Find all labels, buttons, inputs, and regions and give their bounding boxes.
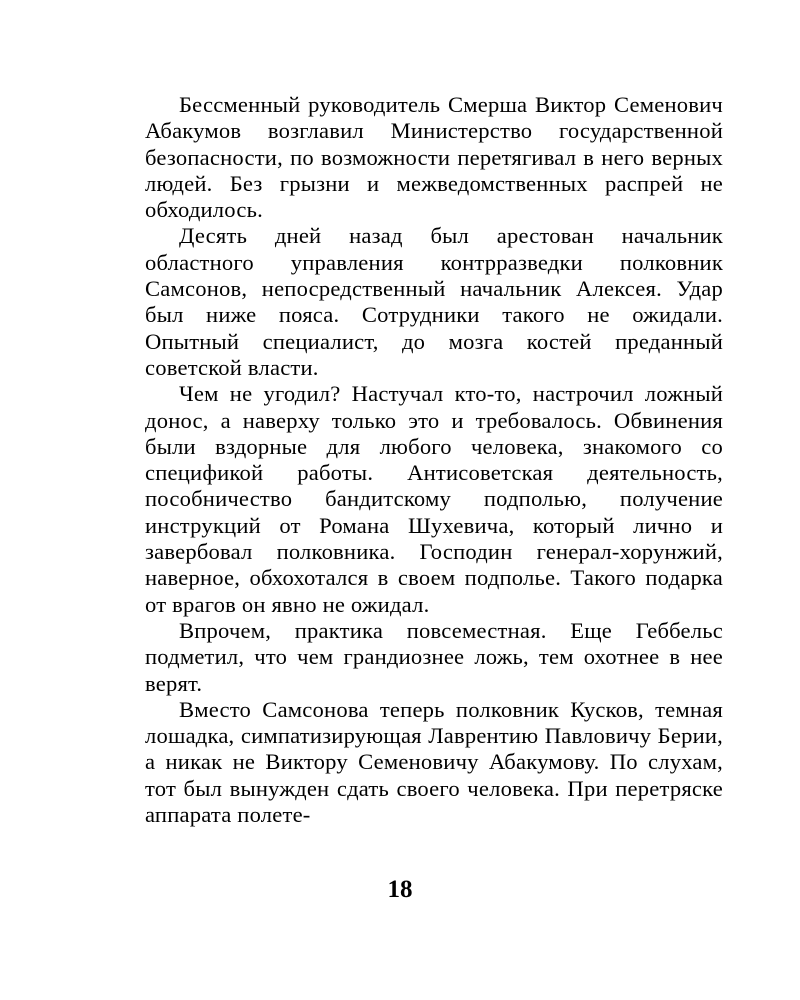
paragraph-1: Бессменный руководитель Смерша Виктор Семенович Абакумов возглавил Министерство государственной безопасности, по возможности перетягивал в него верных людей. Без грызни и межведомственных распрей не обходилось. — [145, 92, 723, 223]
paragraph-3: Чем не угодил? Настучал кто-то, настрочил ложный донос, а наверху только это и требовалось. Обвинения были вздорные для любого человека, знакомого со спецификой работы. Антисоветская деятельность, пособничество бандитскому подполью, получение инструкций от Романа Шухевича, который лично и завербовал полковника. Господин генерал-хорунжий, наверное, обхохотался в своем подполье. Такого подарка от врагов он явно не ожидал. — [145, 381, 723, 617]
paragraph-4: Впрочем, практика повсеместная. Еще Геббельс подметил, что чем грандиознее ложь, тем охотнее в нее верят. — [145, 617, 723, 696]
page-body — [145, 92, 723, 828]
paragraph-2: Десять дней назад был арестован начальник областного управления контрразведки полковник Самсонов, непосредственный начальник Алексея. Удар был ниже пояса. Сотрудники такого не ожидали. Опытный специалист, до мозга костей преданный советской власти. — [145, 223, 723, 380]
paragraph-5: Вместо Самсонова теперь полковник Кусков, темная лошадка, симпатизирующая Лаврентию Павловичу Берии, а никак не Виктору Семеновичу Абакумову. По слухам, тот был вынужден сдать своего человека. При перетряске аппарата полете- — [145, 696, 723, 828]
page-number: 18 — [387, 876, 413, 903]
